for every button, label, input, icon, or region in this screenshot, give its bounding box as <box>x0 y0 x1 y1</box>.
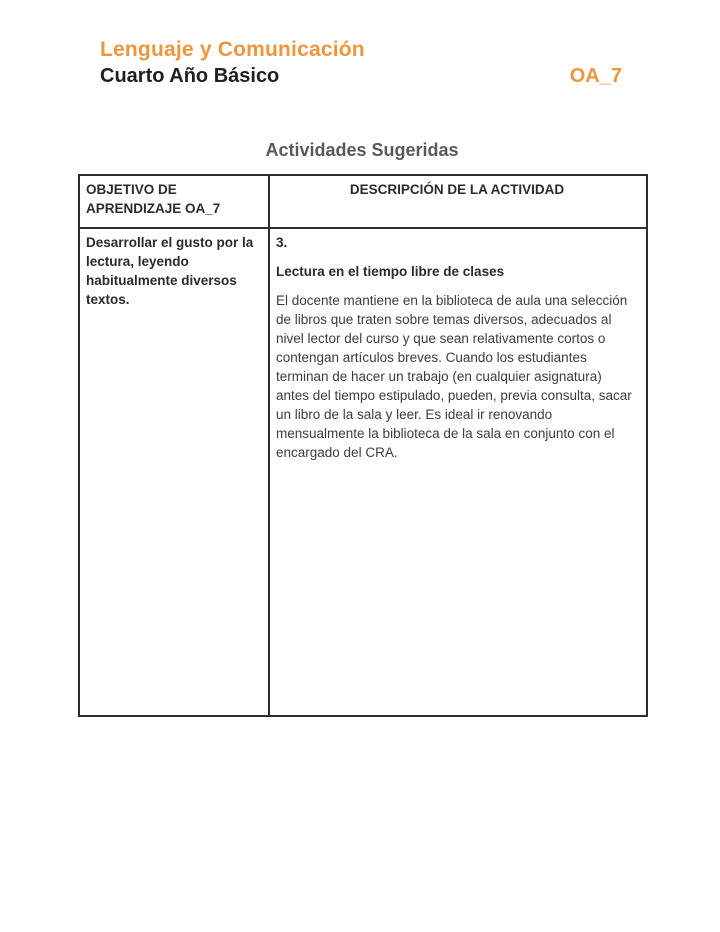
oa-code-label: OA_7 <box>569 65 622 87</box>
grade-title: Cuarto Año Básico <box>100 65 280 87</box>
activity-description: El docente mantiene en la biblioteca de aula una selección de libros que traten sobre temas diversos, adecuados al nivel lector del curso y que sean relativamente cortos o contengan artículos breves. Cuando los estudiantes terminan de hacer un trabajo (en cualquier asignatura) antes del tiempo estipulado, pueden, previa consulta, sacar un libro de la sala y leer. Es ideal ir renovando mensualmente la biblioteca de la sala en conjunto con el encargado del CRA. <box>276 293 632 460</box>
activities-table <box>78 174 648 717</box>
section-title: Actividades Sugeridas <box>265 140 459 160</box>
activities-table-body <box>79 228 647 716</box>
table-row <box>79 228 647 716</box>
column-header-description: DESCRIPCIÓN DE LA ACTIVIDAD <box>269 175 647 228</box>
document-header <box>100 36 622 89</box>
activity-number: 3. <box>276 235 288 250</box>
header-row <box>79 175 647 228</box>
description-cell <box>269 228 647 716</box>
activity-title: Lectura en el tiempo libre de clases <box>276 264 505 279</box>
objective-cell: Desarrollar el gusto por la lectura, leyendo habitualmente diversos textos. <box>79 228 269 716</box>
activities-table-header <box>79 175 647 228</box>
subject-title: Lenguaje y Comunicación <box>100 38 365 61</box>
column-header-objective: OBJETIVO DE APRENDIZAJE OA_7 <box>79 175 269 228</box>
grade-row <box>100 63 622 89</box>
